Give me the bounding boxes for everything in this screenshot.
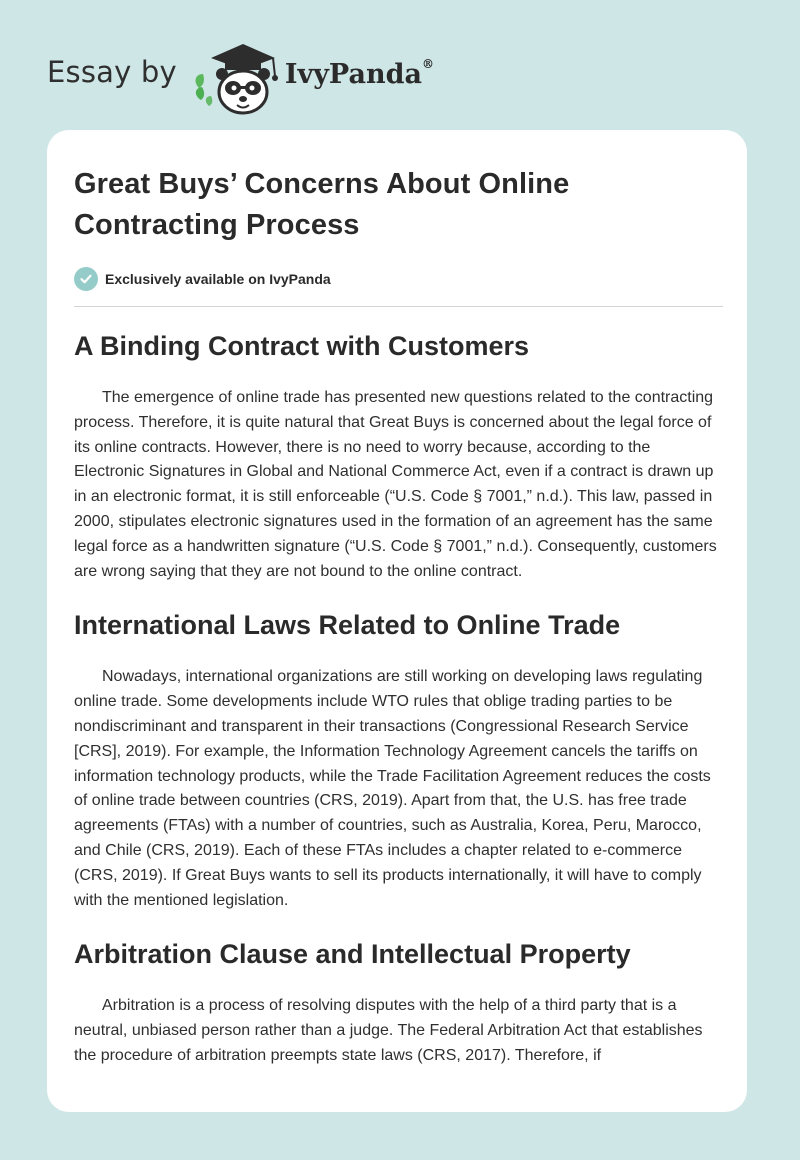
title-divider [74,306,723,307]
exclusive-label: Exclusively available on IvyPanda [105,271,331,287]
section-heading: International Laws Related to Online Trade [74,610,621,641]
essay-by-label: Essay by [47,55,177,89]
site-header [47,36,434,116]
exclusive-badge [74,266,724,292]
brand-name-text: IvyPanda [284,58,422,90]
section-international-laws [74,607,724,913]
section-heading: Arbitration Clause and Intellectual Property [74,939,631,970]
article-content [74,164,724,1069]
section-arbitration [74,936,724,1068]
section-binding-contract [74,328,724,584]
check-icon [74,267,98,291]
ivypanda-logo-icon[interactable] [191,36,283,116]
article-title: Great Buys’ Concerns About Online Contracting Process [74,168,570,241]
ivy-leaf-icon [195,74,212,106]
section-heading: A Binding Contract with Customers [74,331,530,361]
section-body: Nowadays, international organizations are still working on developing laws regulating online trade. Some developments include WTO rules that oblige trading parties to be nondiscriminant and transparent in their transactions (Congressional Research Service [CRS], 2019). For example, the Information Technology Agreement cancels the tariffs on information technology products, while the Trade Facilitation Agreement reduces the costs of online trade between countries (CRS, 2019). Apart from that, the U.S. has free trade agreements (FTAs) with a number of countries, such as Australia, Korea, Peru, Marocco, and Chile (CRS, 2019). Each of these FTAs includes a chapter related to e-commerce (CRS, 2019). If Great Buys wants to sell its products internationally, it will have to comply with the mentioned legislation. [74,668,711,909]
article-card [47,130,747,1112]
section-body: The emergence of online trade has presented new questions related to the contracting process. Therefore, it is quite natural that Great Buys is concerned about the legal force of its online contracts. However, there is no need to worry because, according to the Electronic Signatures in Global and National Commerce Act, even if a contract is drawn up in an electronic format, it is still enforceable (“U.S. Code § 7001,” n.d.). This law, passed in 2000, stipulates electronic signatures used in the formation of an agreement has the same legal force as a handwritten signature (“U.S. Code § 7001,” n.d.). Consequently, customers are wrong saying that they are not bound to the online contract. [74,389,717,580]
registered-mark: ® [421,56,434,71]
brand-name[interactable] [284,56,434,90]
section-body: Arbitration is a process of resolving disputes with the help of a third party that is a neutral, unbiased person rather than a judge. The Federal Arbitration Act that establishes the procedure of arbitration preempts state laws (CRS, 2017). Therefore, if [74,997,703,1064]
